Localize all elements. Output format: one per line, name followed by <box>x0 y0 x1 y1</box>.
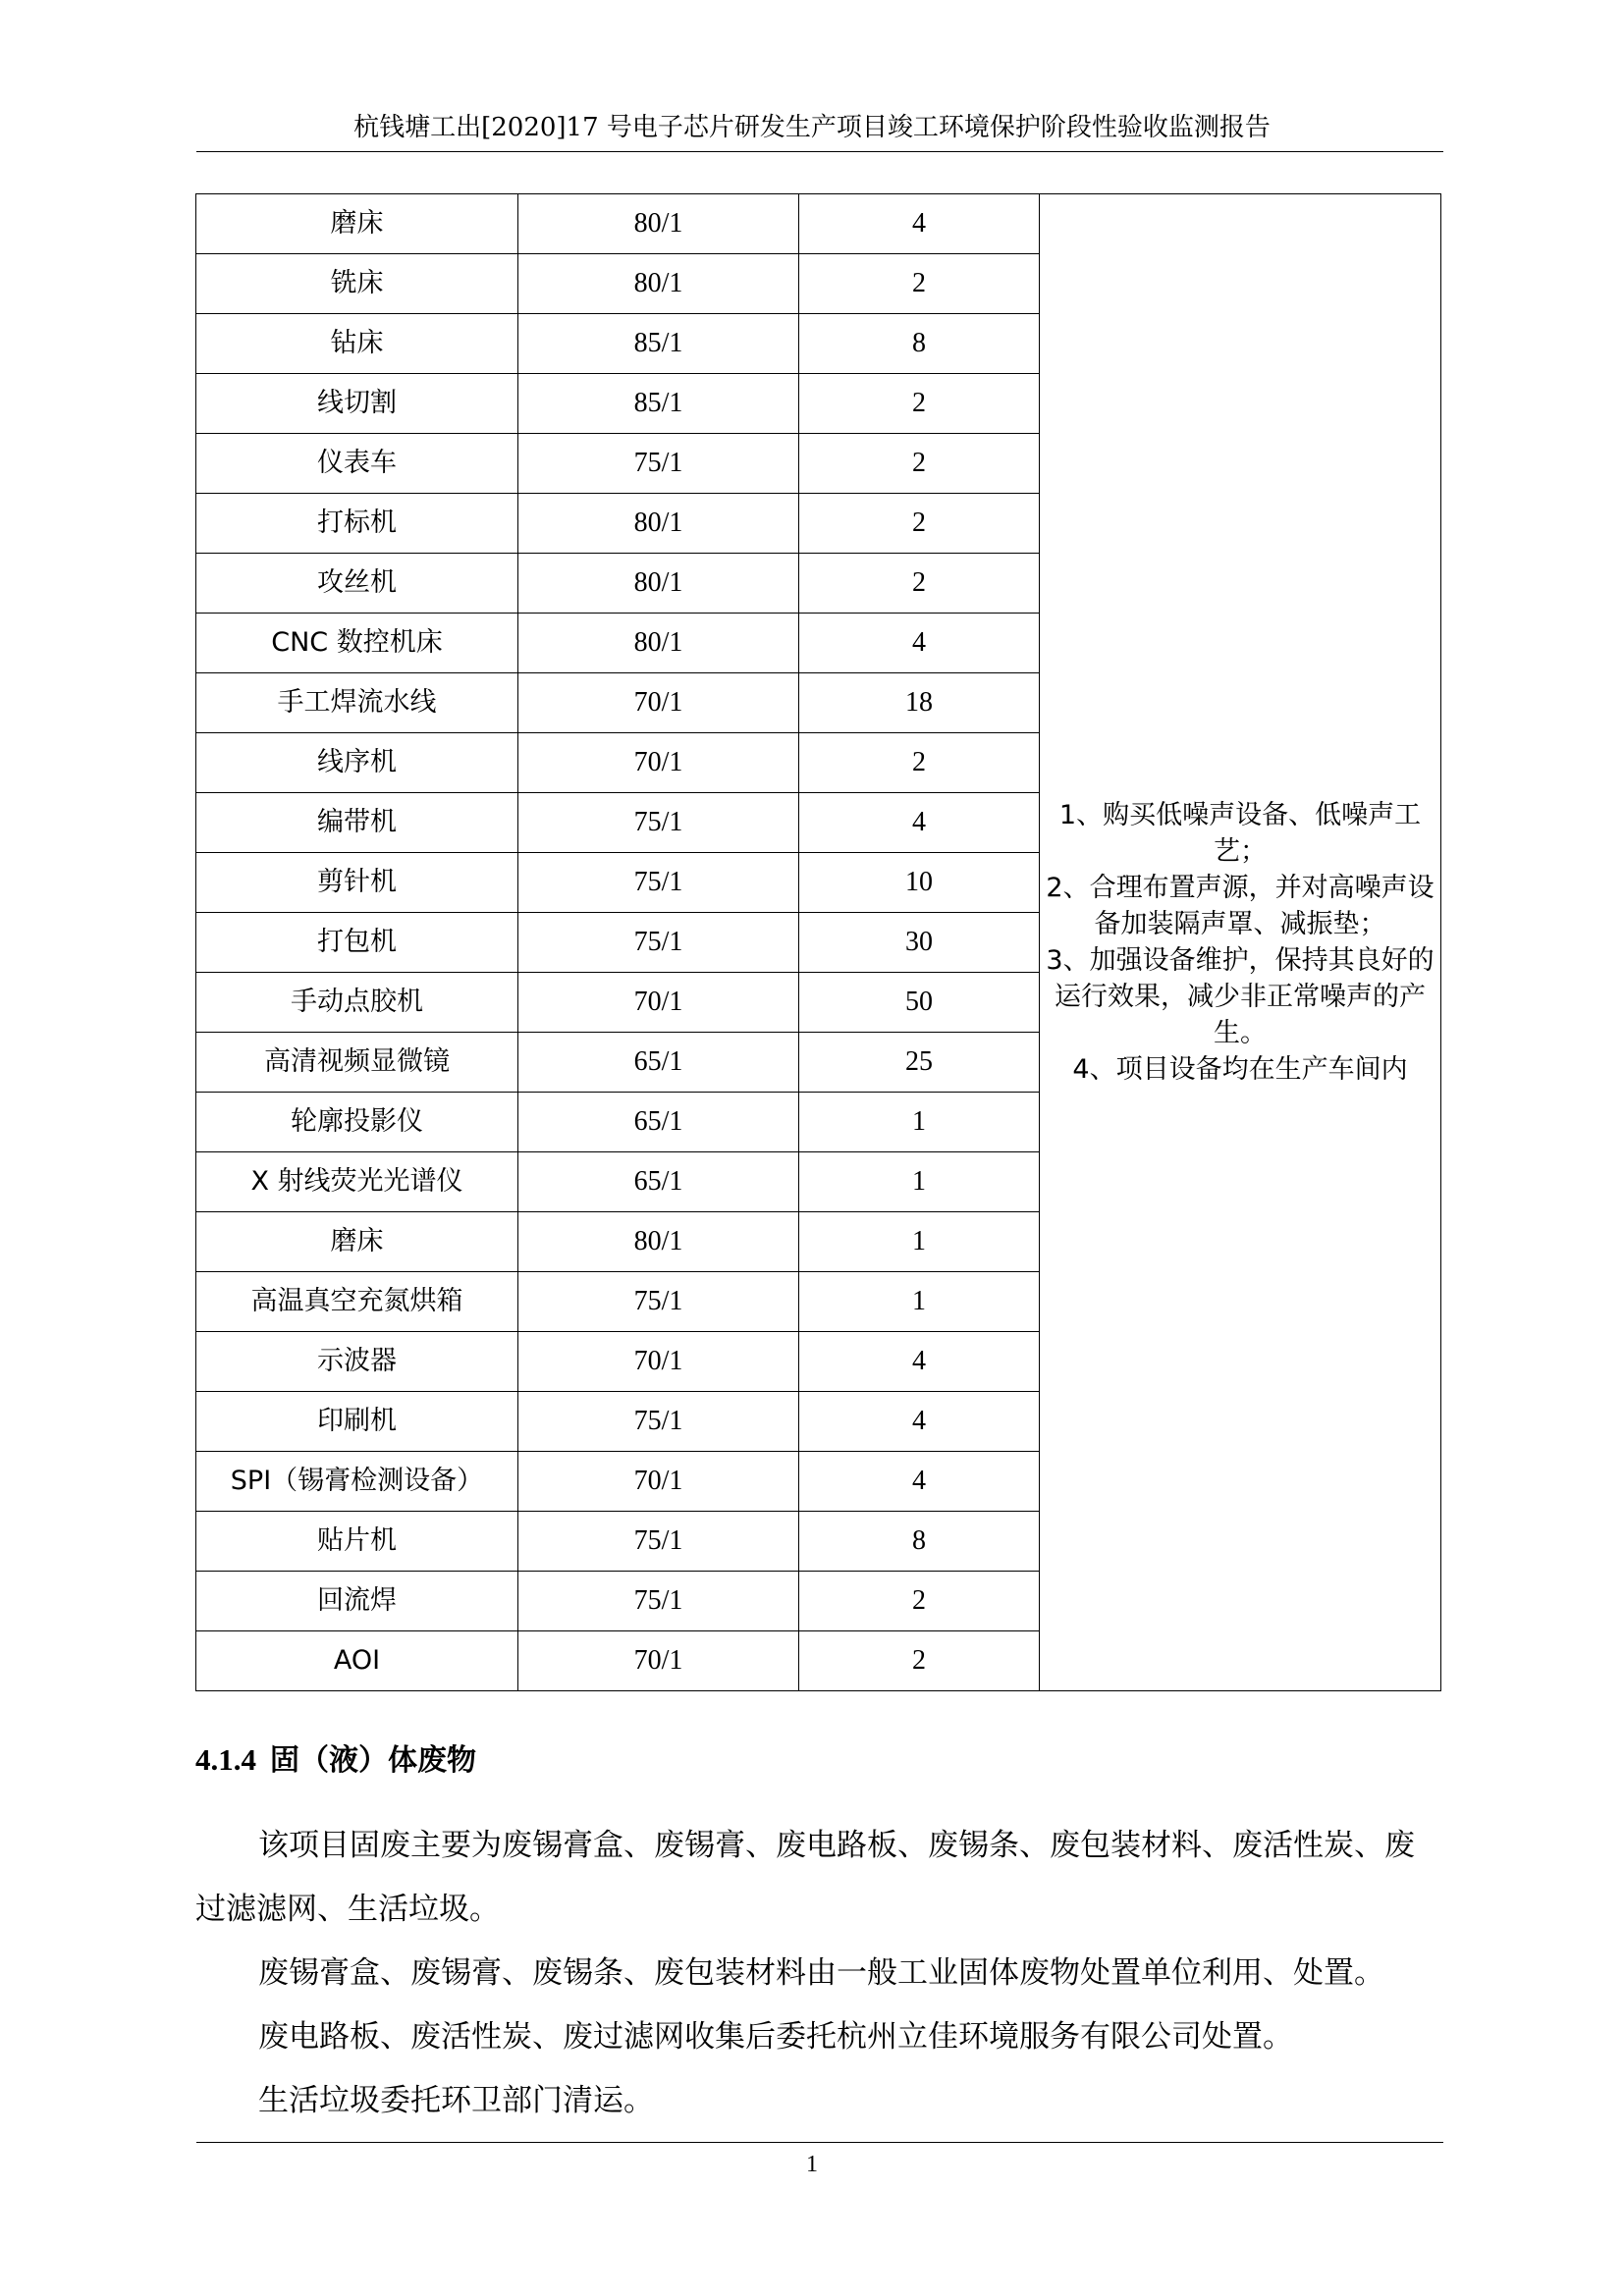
noise-level-cell: 65/1 <box>518 1152 799 1212</box>
quantity-cell: 1 <box>799 1152 1040 1212</box>
quantity-cell: 1 <box>799 1272 1040 1332</box>
equipment-name-cell: 铣床 <box>196 254 518 314</box>
paragraph: 废锡膏盒、废锡膏、废锡条、废包装材料由一般工业固体废物处置单位利用、处置。 <box>258 1955 1384 1991</box>
noise-level-cell: 75/1 <box>518 1392 799 1452</box>
noise-control-measures-cell <box>1040 194 1441 1691</box>
equipment-name-cell: 印刷机 <box>196 1392 518 1452</box>
quantity-cell: 2 <box>799 374 1040 434</box>
quantity-cell: 2 <box>799 554 1040 614</box>
equipment-name-cell: 打标机 <box>196 494 518 554</box>
section-heading <box>195 1735 476 1779</box>
quantity-cell: 18 <box>799 673 1040 733</box>
paragraph: 该项目固废主要为废锡膏盒、废锡膏、废电路板、废锡条、废包装材料、废活性炭、废过滤滤网、生活垃圾。 <box>195 1828 1415 1927</box>
table-body <box>196 194 1441 1691</box>
noise-level-cell: 75/1 <box>518 853 799 913</box>
paragraph: 废电路板、废活性炭、废过滤网收集后委托杭州立佳环境服务有限公司处置。 <box>258 2019 1293 2055</box>
measure-item: 4、项目设备均在生产车间内 <box>1072 1054 1408 1085</box>
equipment-name-cell: 手工焊流水线 <box>196 673 518 733</box>
table-row <box>196 194 1441 254</box>
equipment-name-cell: 示波器 <box>196 1332 518 1392</box>
noise-level-cell: 70/1 <box>518 673 799 733</box>
quantity-cell: 50 <box>799 973 1040 1033</box>
equipment-name-cell: 轮廓投影仪 <box>196 1093 518 1152</box>
page-header: 杭钱塘工出[2020]17 号电子芯片研发生产项目竣工环境保护阶段性验收监测报告 <box>353 113 1271 142</box>
noise-level-cell: 85/1 <box>518 314 799 374</box>
quantity-cell: 2 <box>799 733 1040 793</box>
equipment-name-cell: 回流焊 <box>196 1572 518 1631</box>
equipment-name-cell: 剪针机 <box>196 853 518 913</box>
quantity-cell: 4 <box>799 1392 1040 1452</box>
noise-level-cell: 75/1 <box>518 913 799 973</box>
paragraph: 生活垃圾委托环卫部门清运。 <box>258 2083 654 2118</box>
noise-level-cell: 75/1 <box>518 1272 799 1332</box>
equipment-name-cell: 打包机 <box>196 913 518 973</box>
noise-level-cell: 80/1 <box>518 494 799 554</box>
equipment-name-cell: SPI（锡膏检测设备） <box>196 1452 518 1512</box>
quantity-cell: 4 <box>799 793 1040 853</box>
equipment-name-cell: 高清视频显微镜 <box>196 1033 518 1093</box>
quantity-cell: 8 <box>799 314 1040 374</box>
noise-level-cell: 75/1 <box>518 1572 799 1631</box>
noise-level-cell: 70/1 <box>518 1332 799 1392</box>
equipment-name-cell: AOI <box>196 1631 518 1691</box>
equipment-name-cell: 线切割 <box>196 374 518 434</box>
footer-divider <box>196 2142 1443 2143</box>
quantity-cell: 8 <box>799 1512 1040 1572</box>
equipment-name-cell: CNC 数控机床 <box>196 614 518 673</box>
noise-level-cell: 65/1 <box>518 1033 799 1093</box>
noise-level-cell: 75/1 <box>518 793 799 853</box>
section-body <box>195 1814 1442 2133</box>
equipment-name-cell: 磨床 <box>196 194 518 254</box>
measure-item: 3、加强设备维护，保持其良好的运行效果，减少非正常噪声的产生。 <box>1046 945 1435 1048</box>
noise-level-cell: 80/1 <box>518 254 799 314</box>
quantity-cell: 4 <box>799 194 1040 254</box>
page-number: 1 <box>806 2152 818 2177</box>
quantity-cell: 2 <box>799 494 1040 554</box>
noise-level-cell: 75/1 <box>518 1512 799 1572</box>
noise-level-cell: 85/1 <box>518 374 799 434</box>
quantity-cell: 1 <box>799 1093 1040 1152</box>
noise-level-cell: 80/1 <box>518 554 799 614</box>
section-title: 固（液）体废物 <box>270 1743 476 1778</box>
quantity-cell: 4 <box>799 614 1040 673</box>
quantity-cell: 4 <box>799 1332 1040 1392</box>
quantity-cell: 2 <box>799 254 1040 314</box>
quantity-cell: 10 <box>799 853 1040 913</box>
equipment-name-cell: 编带机 <box>196 793 518 853</box>
noise-level-cell: 70/1 <box>518 973 799 1033</box>
quantity-cell: 2 <box>799 1572 1040 1631</box>
measure-item: 1、购买低噪声设备、低噪声工艺； <box>1058 800 1422 867</box>
quantity-cell: 25 <box>799 1033 1040 1093</box>
equipment-name-cell: 攻丝机 <box>196 554 518 614</box>
quantity-cell: 1 <box>799 1212 1040 1272</box>
noise-level-cell: 70/1 <box>518 1631 799 1691</box>
equipment-name-cell: 钻床 <box>196 314 518 374</box>
equipment-name-cell: 线序机 <box>196 733 518 793</box>
quantity-cell: 2 <box>799 434 1040 494</box>
measure-item: 2、合理布置声源，并对高噪声设备加装隔声罩、减振垫； <box>1046 873 1435 939</box>
noise-level-cell: 70/1 <box>518 1452 799 1512</box>
noise-level-cell: 80/1 <box>518 614 799 673</box>
noise-level-cell: 80/1 <box>518 1212 799 1272</box>
equipment-name-cell: 贴片机 <box>196 1512 518 1572</box>
section-number: 4.1.4 <box>195 1742 256 1777</box>
equipment-name-cell: 磨床 <box>196 1212 518 1272</box>
quantity-cell: 30 <box>799 913 1040 973</box>
equipment-name-cell: 高温真空充氮烘箱 <box>196 1272 518 1332</box>
quantity-cell: 2 <box>799 1631 1040 1691</box>
quantity-cell: 4 <box>799 1452 1040 1512</box>
noise-equipment-table <box>195 193 1441 1691</box>
header-divider <box>196 151 1443 152</box>
noise-level-cell: 65/1 <box>518 1093 799 1152</box>
equipment-name-cell: 手动点胶机 <box>196 973 518 1033</box>
equipment-name-cell: 仪表车 <box>196 434 518 494</box>
noise-level-cell: 70/1 <box>518 733 799 793</box>
equipment-name-cell: X 射线荧光光谱仪 <box>196 1152 518 1212</box>
noise-level-cell: 75/1 <box>518 434 799 494</box>
noise-level-cell: 80/1 <box>518 194 799 254</box>
